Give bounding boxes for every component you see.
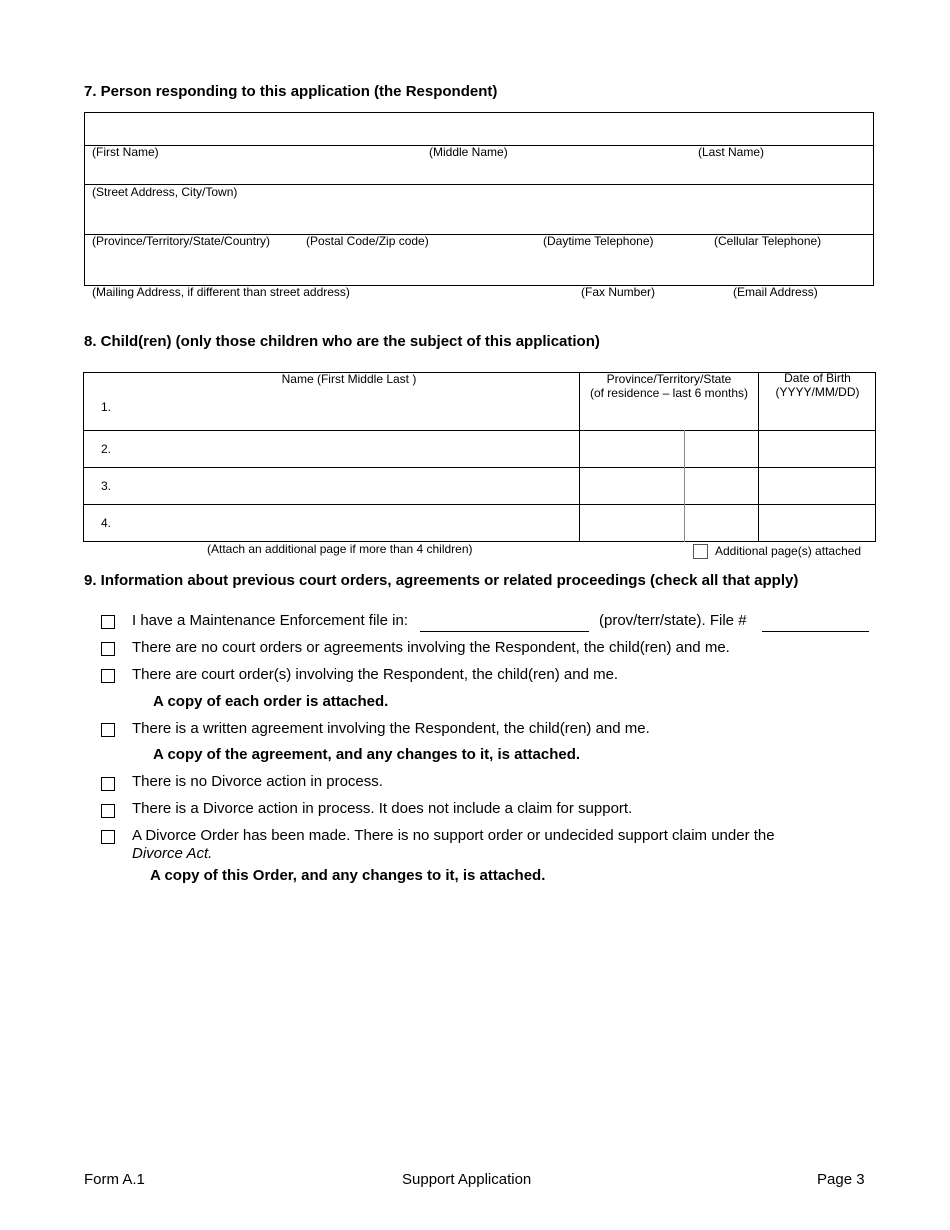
dob-header-line2: (YYYY/MM/DD): [775, 385, 860, 399]
divorce-act-text: Divorce Act.: [132, 845, 213, 862]
divorce-in-process-text: There is a Divorce action in process. It does not include a claim for support.: [132, 800, 633, 817]
province-column-header: [580, 372, 758, 400]
additional-pages-label: Additional page(s) attached: [715, 544, 862, 558]
mailing-address-label: (Mailing Address, if different than street address): [92, 285, 350, 299]
footer-form-number: Form A.1: [84, 1171, 145, 1188]
maintenance-enforcement-text: I have a Maintenance Enforcement file in:: [132, 612, 408, 629]
child-row-number: 1.: [101, 400, 112, 414]
child-row-number: 3.: [101, 479, 112, 493]
province-blank-line[interactable]: [420, 631, 589, 632]
no-divorce-checkbox[interactable]: [101, 777, 115, 791]
court-orders-checkbox[interactable]: [101, 669, 115, 683]
child-row-number: 4.: [101, 516, 112, 530]
court-orders-text: There are court order(s) involving the Respondent, the child(ren) and me.: [132, 666, 619, 683]
written-agreement-checkbox[interactable]: [101, 723, 115, 737]
cell-phone-label: (Cellular Telephone): [714, 234, 822, 248]
respondent-box: [84, 112, 874, 286]
fax-label: (Fax Number): [581, 285, 656, 299]
no-court-orders-text: There are no court orders or agreements involving the Respondent, the child(ren) and me.: [132, 639, 730, 656]
file-number-label: (prov/terr/state). File #: [599, 612, 747, 629]
first-name-label: (First Name): [92, 145, 159, 159]
section-7-heading: 7. Person responding to this application (the Respondent): [84, 83, 498, 100]
section-9-heading: 9. Information about previous court orders, agreements or related proceedings (check all that apply): [84, 572, 799, 589]
attach-note: (Attach an additional page if more than 4 children): [207, 542, 473, 556]
name-column-header: Name (First Middle Last ): [281, 372, 417, 386]
section-8-heading: 8. Child(ren) (only those children who are the subject of this application): [84, 333, 600, 350]
province-header-line1: Province/Territory/State: [606, 372, 732, 386]
written-agreement-text: There is a written agreement involving the Respondent, the child(ren) and me.: [132, 720, 650, 737]
no-court-orders-checkbox[interactable]: [101, 642, 115, 656]
footer-title: Support Application: [402, 1171, 532, 1188]
email-label: (Email Address): [733, 285, 818, 299]
maintenance-enforcement-checkbox[interactable]: [101, 615, 115, 629]
written-agreement-note: A copy of the agreement, and any changes to it, is attached.: [153, 746, 581, 763]
last-name-label: (Last Name): [698, 145, 765, 159]
divorce-order-checkbox[interactable]: [101, 830, 115, 844]
province-label: (Province/Territory/State/Country): [92, 234, 271, 248]
divider: [684, 430, 685, 542]
child-row-number: 2.: [101, 442, 112, 456]
province-header-line2: (of residence – last 6 months): [589, 386, 749, 400]
divorce-in-process-checkbox[interactable]: [101, 804, 115, 818]
dob-column-header: [759, 371, 876, 399]
additional-pages-checkbox[interactable]: [693, 544, 708, 559]
street-address-label: (Street Address, City/Town): [92, 185, 238, 199]
middle-name-label: (Middle Name): [429, 145, 508, 159]
postal-code-label: (Postal Code/Zip code): [306, 234, 429, 248]
daytime-phone-label: (Daytime Telephone): [543, 234, 654, 248]
divorce-order-note: A copy of this Order, and any changes to it, is attached.: [150, 867, 546, 884]
court-orders-note: A copy of each order is attached.: [153, 693, 389, 710]
footer-page-number: Page 3: [817, 1171, 865, 1188]
file-number-blank-line[interactable]: [762, 631, 869, 632]
dob-header-line1: Date of Birth: [784, 371, 851, 385]
divorce-order-text: A Divorce Order has been made. There is no support order or undecided support claim under the: [132, 827, 775, 844]
no-divorce-text: There is no Divorce action in process.: [132, 773, 383, 790]
